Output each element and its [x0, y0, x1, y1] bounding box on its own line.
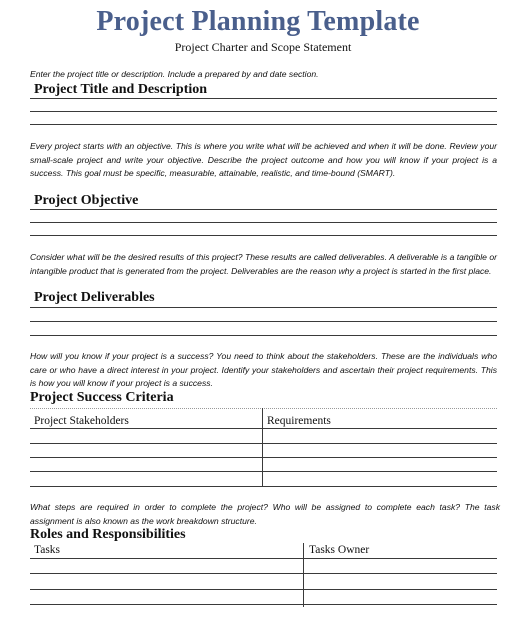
- success-table-top-rule: [30, 408, 497, 409]
- success-table-row-line-2: [30, 443, 497, 444]
- tasks-column-header: Tasks: [34, 544, 61, 556]
- success-table-row-line-3: [30, 457, 497, 458]
- objective-heading: Project Objective: [34, 193, 139, 208]
- deliverables-instruction: Consider what will be the desired results of this project? These results are called deliverables. A deliverable is a tangible or intangible product that is generated from the project. Deliverables are the reason why a project is started in the first place.: [30, 252, 497, 276]
- title-desc-line-2: [30, 111, 497, 112]
- roles-table-divider: [303, 543, 304, 607]
- roles-instruction: What steps are required in order to complete the project? Who will be assigned to complete each task? The task assignment is also known as the work breakdown structure.: [30, 502, 500, 526]
- title-desc-line-1: [30, 98, 497, 99]
- page-subtitle: Project Charter and Scope Statement: [174, 40, 352, 54]
- success-instruction: How will you know if your project is a success? You need to think about the stakeholders. These are the individuals who care or who have a direct interest in your project. Identify your stakeholders and ascertain their project requirements. This is how you will know if your project is a success.: [30, 351, 497, 388]
- deliverables-line-3: [30, 335, 497, 336]
- roles-table-row-line-1: [30, 558, 497, 559]
- objective-line-2: [30, 222, 497, 223]
- success-table-row-line-1: [30, 428, 497, 429]
- stakeholders-column-header: Project Stakeholders: [34, 415, 129, 427]
- deliverables-line-1: [30, 307, 497, 308]
- title-desc-heading: Project Title and Description: [34, 82, 208, 97]
- deliverables-heading: Project Deliverables: [34, 290, 155, 305]
- roles-heading: Roles and Responsibilities: [30, 527, 186, 542]
- success-table-row-line-5: [30, 486, 497, 487]
- success-heading: Project Success Criteria: [30, 390, 174, 405]
- title-desc-line-3: [30, 124, 497, 125]
- objective-line-3: [30, 235, 497, 236]
- page-title: Project Planning Template: [96, 6, 420, 37]
- deliverables-line-2: [30, 321, 497, 322]
- success-table-row-line-4: [30, 471, 497, 472]
- roles-table-row-line-4: [30, 604, 497, 605]
- success-table-divider: [262, 408, 263, 486]
- objective-line-1: [30, 209, 497, 210]
- roles-table-row-line-2: [30, 573, 497, 574]
- requirements-column-header: Requirements: [267, 415, 331, 427]
- objective-instruction: Every project starts with an objective. This is where you write what will be achieved and when it will be done. Review your small-scale project and write your objective. Describe the project outcome and how you will know if your project is a success. This goal must be specific, measurable, attainable, realistic, and time-bound (SMART).: [30, 141, 497, 178]
- tasks-owner-column-header: Tasks Owner: [309, 544, 370, 556]
- roles-table-row-line-3: [30, 589, 497, 590]
- title-desc-instruction: Enter the project title or description. Include a prepared by and date section.: [30, 69, 319, 79]
